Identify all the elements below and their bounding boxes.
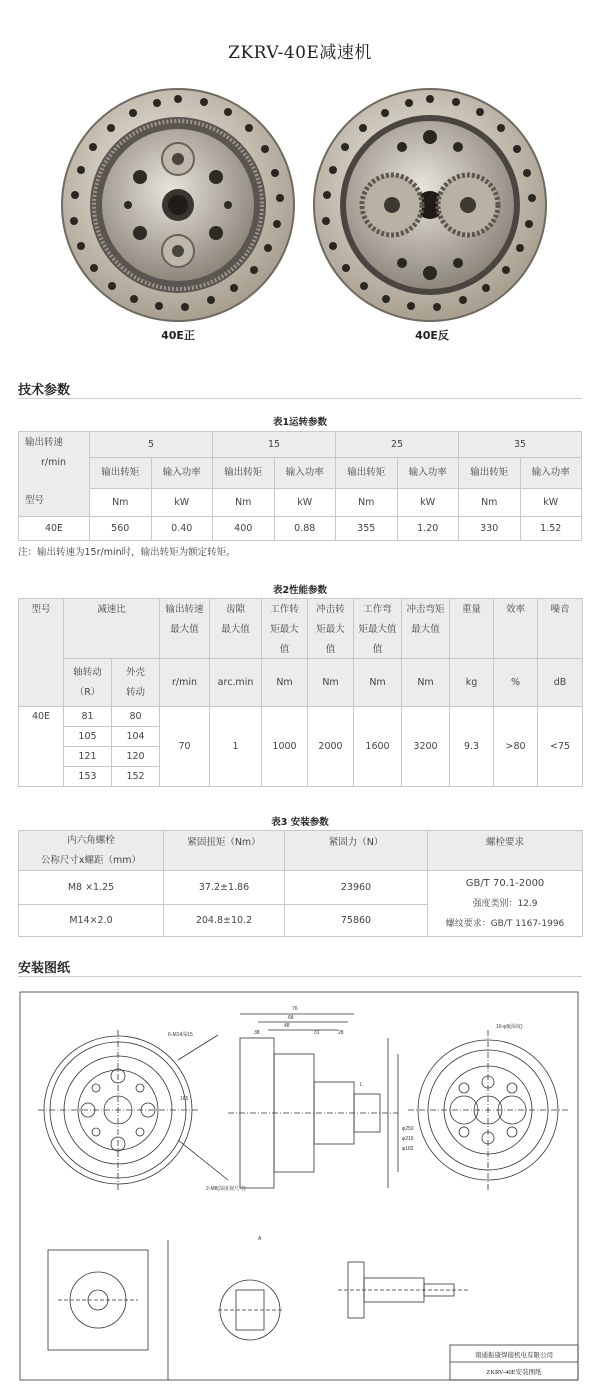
table1-corner: [19, 432, 90, 517]
table1-col-torque: 输出转矩: [213, 458, 275, 489]
reducer-front-photo: [58, 85, 298, 325]
table1-note: 注：输出转速为15r/min时，输出转矩为额定转矩。: [18, 547, 236, 558]
table2-unit: kg: [450, 659, 494, 707]
table1-unit: Nm: [459, 489, 521, 517]
table2-val-peak-torque: 2000: [308, 707, 354, 787]
table2-ratio-c: 104: [112, 727, 160, 747]
table3-requirements: [428, 871, 583, 937]
table2-ratio-r: 81: [64, 707, 112, 727]
table1-col-power: 输入功率: [520, 458, 582, 489]
table3-req-grade: 强度类别：12.9: [472, 898, 538, 909]
table2-h-weight: 重量: [450, 599, 494, 659]
table2-unit: Nm: [262, 659, 308, 707]
table1-unit: kW: [397, 489, 459, 517]
section-divider: [18, 976, 582, 977]
table1-speed-25: 25: [336, 432, 459, 458]
table2-h-line: 最大值: [411, 624, 440, 635]
table2-ratio-r: 105: [64, 727, 112, 747]
table2-val-rated-moment: 1600: [354, 707, 402, 787]
table2-h-line: 值: [279, 644, 290, 655]
table1-model: 40E: [19, 517, 90, 541]
table2-val-weight: 9.3: [450, 707, 494, 787]
table2-unit: Nm: [354, 659, 402, 707]
table2-h-speed-line2: 最大值: [170, 624, 199, 635]
table1-unit: kW: [151, 489, 213, 517]
table1-cell: 0.40: [151, 517, 213, 541]
table2-ratio-case-line2: 转动: [126, 686, 146, 698]
table2-unit: dB: [538, 659, 583, 707]
table2-h-peak-torque: [308, 599, 354, 659]
table3-caption: 表3 安装参数: [271, 817, 329, 828]
table-performance-params: [18, 598, 583, 787]
table2-ratio-shaft-line1: 轴转动: [73, 666, 102, 678]
table2-val-peak-moment: 3200: [402, 707, 450, 787]
dim-label: 28: [338, 1030, 344, 1036]
table2-h-line: 值: [325, 644, 336, 655]
table3-h-torque: 紧固扭矩（Nm）: [164, 831, 285, 871]
table3-force: 23960: [285, 871, 428, 905]
installation-drawing: [18, 990, 582, 1384]
table1-unit: kW: [274, 489, 336, 517]
dim-label: 48: [284, 1023, 290, 1029]
table1-cell: 355: [336, 517, 398, 541]
table2-ratio-r: 121: [64, 747, 112, 767]
table2-h-line: 冲击转: [316, 604, 345, 615]
table1-cell: 1.52: [520, 517, 582, 541]
table1-col-power: 输入功率: [151, 458, 213, 489]
table2-h-rated-torque: [262, 599, 308, 659]
table2-ratio-shaft-line2: （R）: [74, 686, 101, 698]
section-heading-drawing: 安装图纸: [18, 961, 71, 976]
table2-val-noise: <75: [538, 707, 583, 787]
table2-model: 40E: [19, 707, 64, 787]
table2-h-line: 冲击弯矩: [406, 604, 445, 615]
table2-h-speed-line1: 输出转速: [165, 604, 204, 615]
table2-h-line: 工作转: [270, 604, 299, 615]
section-divider: [18, 398, 582, 399]
dim-label: 2-M8(深度视尺寸): [206, 1186, 246, 1192]
table1-cell: 0.88: [274, 517, 336, 541]
dim-label: 31: [314, 1030, 320, 1036]
table1-unit: Nm: [336, 489, 398, 517]
table2-h-noise: 噪音: [538, 599, 583, 659]
table1-cell: 560: [90, 517, 152, 541]
table1-col-power: 输入功率: [397, 458, 459, 489]
table2-h-line: 工作弯: [363, 604, 392, 615]
table2-h-line: 值: [372, 644, 383, 655]
table2-caption: 表2性能参数: [272, 585, 328, 596]
dim-label: 76: [292, 1006, 298, 1012]
table1-unit: kW: [520, 489, 582, 517]
table1-cell: 330: [459, 517, 521, 541]
table2-ratio-c: 152: [112, 767, 160, 787]
table1-cell: 1.20: [397, 517, 459, 541]
table3-h-force: 紧固力（N）: [285, 831, 428, 871]
dim-label: 6-M14深15: [168, 1032, 193, 1038]
table2-ratio-shaft: [64, 659, 112, 707]
table2-h-peak-moment: [402, 599, 450, 659]
table2-ratio-c: 80: [112, 707, 160, 727]
table2-val-backlash: 1: [210, 707, 262, 787]
table3-h-bolt-line2: 公称尺寸x螺距（mm）: [40, 854, 142, 866]
table2-ratio-case: [112, 659, 160, 707]
table1-unit-label: r/min: [41, 457, 67, 468]
table1-caption: 表1运转参数: [272, 417, 328, 428]
dim-label: 165: [180, 1096, 189, 1102]
table2-val-speed: 70: [160, 707, 210, 787]
page-title: ZKRV-40E减速机: [228, 43, 372, 63]
table2-ratio-case-line1: 外壳: [126, 666, 146, 678]
table3-req-thread: 螺纹要求：GB/T 1167-1996: [445, 918, 565, 929]
table2-h-speed: [160, 599, 210, 659]
table3-h-bolt-line1: 内六角螺栓: [67, 834, 115, 846]
table2-h-line: 矩最大: [270, 624, 299, 635]
dim-label: φ216: [402, 1136, 414, 1142]
drawing-name: ZKRV-40E安装图纸: [486, 1369, 542, 1376]
table2-h-model: 型号: [19, 599, 64, 707]
drawing-company: 南通振康焊接机电有限公司: [475, 1352, 553, 1359]
section-heading-specs: 技术参数: [18, 383, 71, 398]
dim-label: φ250: [402, 1126, 414, 1132]
table-row: [19, 871, 583, 905]
table2-ratio-c: 120: [112, 747, 160, 767]
table1-col-torque: 输出转矩: [90, 458, 152, 489]
table3-h-req: 螺栓要求: [428, 831, 583, 871]
dim-label: φ182: [402, 1146, 414, 1152]
dim-label: 38: [254, 1030, 260, 1036]
table2-h-line: 矩最大: [316, 624, 345, 635]
table2-val-efficiency: >80: [494, 707, 538, 787]
dim-label: 16-φ9(深度): [496, 1024, 523, 1030]
table2-h-rated-moment: [354, 599, 402, 659]
table2-unit: arc.min: [210, 659, 262, 707]
table2-val-rated-torque: 1000: [262, 707, 308, 787]
dim-label: A: [258, 1236, 262, 1242]
table2-unit: Nm: [402, 659, 450, 707]
table-row: [19, 517, 582, 541]
back-photo-caption: 40E反: [415, 329, 449, 342]
table1-speed-5: 5: [90, 432, 213, 458]
table2-unit: %: [494, 659, 538, 707]
dim-label: L: [360, 1082, 363, 1088]
table1-speed-15: 15: [213, 432, 336, 458]
table3-req-standard: GB/T 70.1-2000: [465, 877, 545, 889]
table2-h-backlash-line2: 最大值: [221, 624, 250, 635]
table3-bolt: M14×2.0: [19, 905, 164, 937]
table-operation-params: [18, 431, 582, 541]
table2-h-efficiency: 效率: [494, 599, 538, 659]
table1-unit: Nm: [213, 489, 275, 517]
table1-col-torque: 输出转矩: [459, 458, 521, 489]
table1-cell: 400: [213, 517, 275, 541]
table2-h-line: 矩最大值: [358, 624, 397, 635]
table-installation-params: [18, 830, 583, 937]
table3-bolt: M8 ×1.25: [19, 871, 164, 905]
table3-force: 75860: [285, 905, 428, 937]
table1-speed-35: 35: [459, 432, 582, 458]
table2-h-backlash: [210, 599, 262, 659]
table1-col-torque: 输出转矩: [336, 458, 398, 489]
table3-torque: 204.8±10.2: [164, 905, 285, 937]
table1-model-label: 型号: [25, 495, 45, 506]
table2-unit: r/min: [160, 659, 210, 707]
table1-speed-label: 输出转速: [25, 437, 64, 448]
table2-h-ratio: 减速比: [64, 599, 160, 659]
reducer-back-photo: [310, 85, 550, 325]
table3-h-bolt: [19, 831, 164, 871]
table3-torque: 37.2±1.86: [164, 871, 285, 905]
table1-col-power: 输入功率: [274, 458, 336, 489]
table2-h-backlash-line1: 齿隙: [226, 604, 246, 615]
dim-label: 68: [288, 1015, 294, 1021]
front-photo-caption: 40E正: [161, 329, 195, 342]
table-row: [19, 707, 583, 727]
table2-ratio-r: 153: [64, 767, 112, 787]
table1-unit: Nm: [90, 489, 152, 517]
table2-unit: Nm: [308, 659, 354, 707]
